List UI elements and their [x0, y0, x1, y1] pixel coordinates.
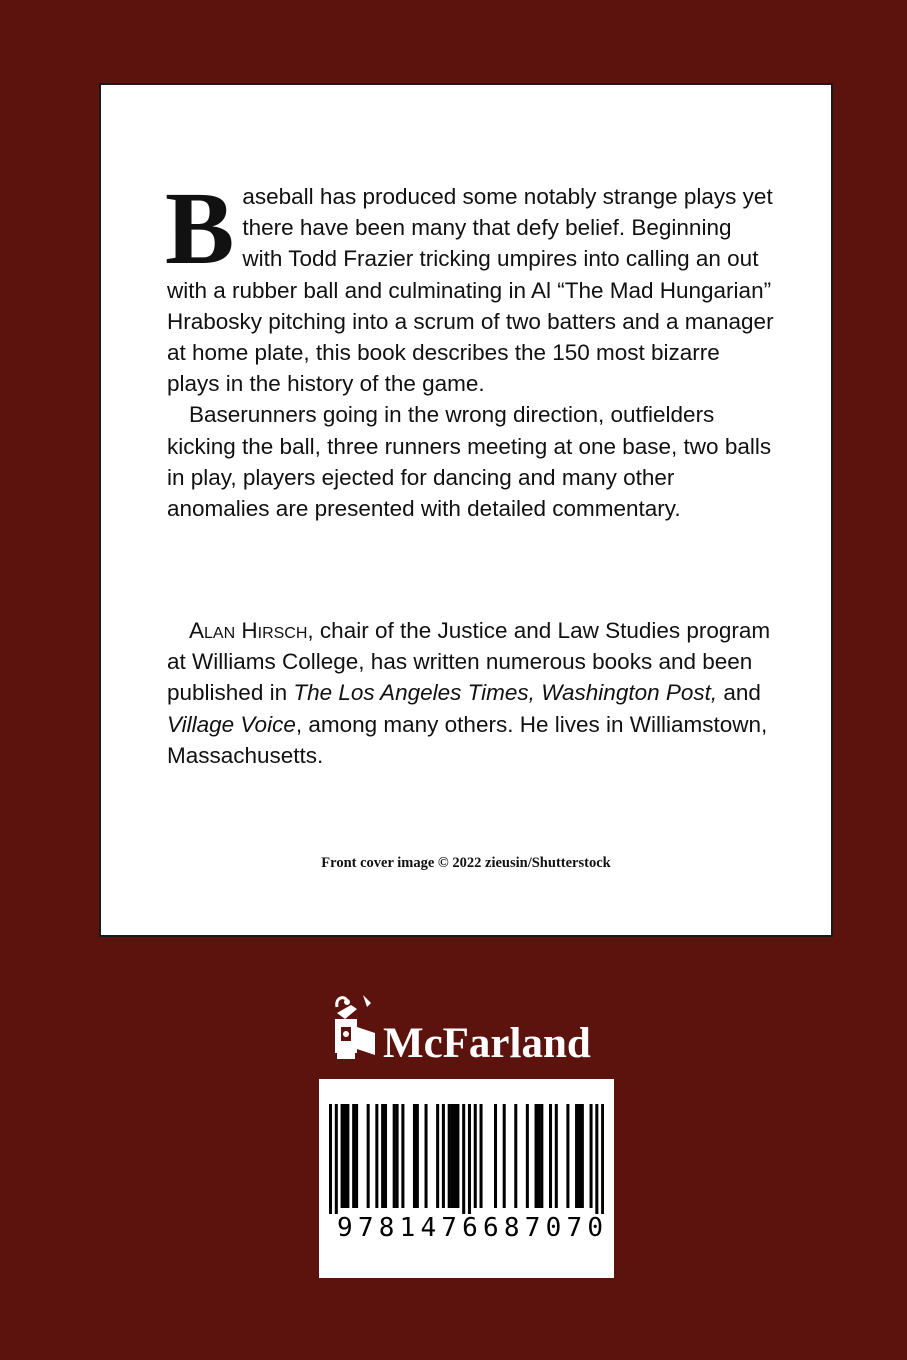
- barcode-bar: [540, 1104, 543, 1208]
- barcode-bar: [413, 1104, 416, 1208]
- barcode-bar: [341, 1104, 344, 1208]
- isbn-digit: 6: [483, 1213, 499, 1243]
- publication-washington-post: Washington Post,: [541, 680, 718, 706]
- isbn-barcode: [319, 1079, 614, 1278]
- isbn-digit: 1: [399, 1213, 416, 1243]
- barcode-bar: [352, 1104, 355, 1208]
- isbn-digit: 8: [378, 1213, 395, 1243]
- isbn-digit: 7: [441, 1213, 457, 1243]
- barcode-bar: [329, 1104, 332, 1214]
- publication-la-times: The Los Angeles Times,: [293, 680, 535, 706]
- barcode-bar: [343, 1104, 346, 1208]
- lantern-icon: [327, 993, 377, 1071]
- author-name: Alan Hirsch: [189, 618, 308, 643]
- barcode-bar: [601, 1104, 604, 1214]
- description-paragraph-2: Baserunners going in the wrong direction, outfielders kicking the ball, three runners meeting at one base, two balls in play, players ejected for dancing and many other anomalies are presented with detailed commentary.: [167, 402, 772, 522]
- barcode-bar: [416, 1104, 419, 1208]
- barcode-bar: [549, 1104, 552, 1208]
- isbn-digit: 9: [337, 1213, 353, 1243]
- description-panel: [99, 83, 833, 937]
- description-paragraph-1-text: aseball has produced some notably strange plays yet there have been many that defy belief. Beginning with Todd Frazier tricking umpires into calling an out with a rubber ball and culminating in Al “The Mad Hungarian” Hrabosky pitching into a scrum of two batters and a manager at home plate, this book describes the 150 most bizarre plays in the history of the game.: [167, 184, 774, 397]
- publisher-name: McFarland: [383, 1020, 591, 1067]
- publication-village-voice: Village Voice: [167, 711, 296, 737]
- isbn-digit: 7: [566, 1213, 583, 1243]
- barcode-bar: [468, 1104, 471, 1214]
- barcode-bar: [503, 1104, 506, 1208]
- isbn-digit: 6: [462, 1213, 478, 1243]
- barcode-bar: [578, 1104, 581, 1208]
- barcode-bar: [480, 1104, 483, 1208]
- barcode-bars: [329, 1104, 604, 1214]
- book-description: [165, 171, 777, 524]
- barcode-bar: [474, 1104, 477, 1208]
- barcode-bar: [566, 1104, 569, 1208]
- barcode-bar: [375, 1104, 378, 1208]
- bio-text-4: , among many others. He lives in Williamstown, Massachusetts.: [167, 711, 768, 768]
- barcode-bar: [494, 1104, 497, 1208]
- barcode-bar: [442, 1104, 445, 1208]
- author-bio-paragraph: [167, 615, 777, 771]
- barcode-bar: [526, 1104, 529, 1208]
- barcode-bar: [590, 1104, 593, 1208]
- barcode-bar: [514, 1104, 517, 1208]
- isbn-digit: 7: [357, 1213, 374, 1243]
- barcode-bar: [335, 1104, 338, 1214]
- barcode-bar: [346, 1104, 349, 1208]
- barcode-bar: [453, 1104, 456, 1208]
- barcode-bar: [381, 1104, 384, 1208]
- barcode-bar: [396, 1104, 399, 1208]
- barcode-bar: [425, 1104, 428, 1208]
- author-bio: [167, 615, 777, 771]
- isbn-digit: 0: [545, 1213, 562, 1243]
- barcode-bar: [535, 1104, 538, 1208]
- barcode-bar: [451, 1104, 454, 1208]
- barcode-bar: [384, 1104, 387, 1208]
- description-paragraph-1: [165, 171, 777, 399]
- isbn-digit: 7: [524, 1213, 541, 1243]
- barcode-bar: [448, 1104, 451, 1208]
- barcode-bar: [462, 1104, 465, 1214]
- isbn-digit: 8: [503, 1213, 520, 1243]
- bio-text-1: , chair of the Justice and Law Studies program at Williams College, has written numerous books and been published in: [167, 618, 771, 706]
- barcode-bar: [581, 1104, 584, 1208]
- barcode-bar: [367, 1104, 370, 1208]
- barcode-bar: [555, 1104, 558, 1208]
- barcode-bar: [401, 1104, 404, 1208]
- barcode-bar: [595, 1104, 598, 1214]
- barcode-bar: [456, 1104, 459, 1208]
- isbn-number: [337, 1213, 603, 1243]
- cover-image-credit: Front cover image © 2022 zieusin/Shutterstock: [321, 855, 611, 871]
- isbn-digit: 0: [587, 1213, 603, 1243]
- isbn-digit: 4: [420, 1213, 437, 1243]
- barcode-bar: [575, 1104, 578, 1208]
- drop-cap: B: [165, 171, 235, 286]
- barcode-bar: [355, 1104, 358, 1208]
- bio-text-3: and: [717, 680, 761, 706]
- barcode-bar: [436, 1104, 439, 1208]
- barcode-bar: [393, 1104, 396, 1208]
- publisher-logo: [327, 993, 627, 1073]
- barcode-bar: [537, 1104, 540, 1208]
